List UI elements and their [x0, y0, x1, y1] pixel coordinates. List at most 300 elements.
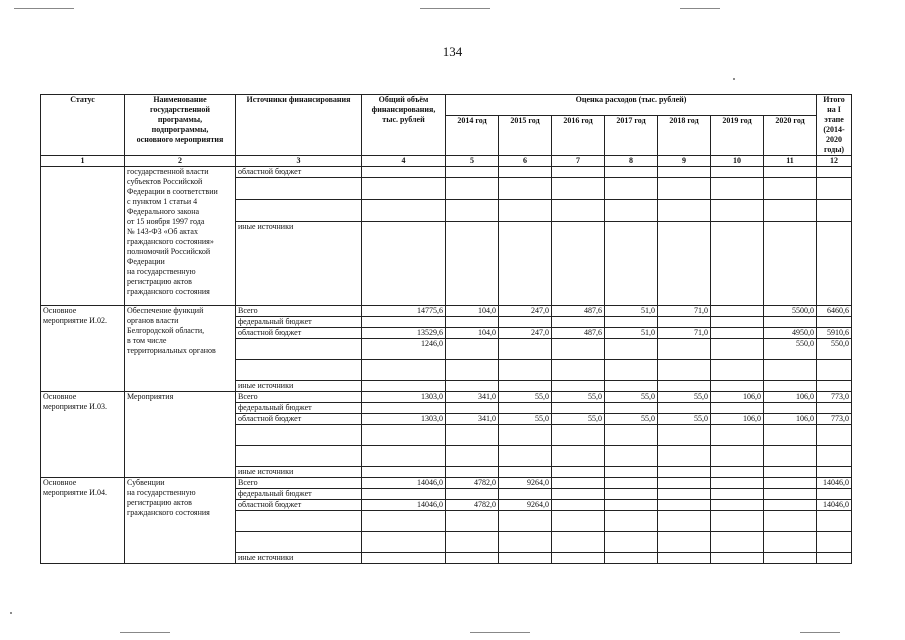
status-line: Основное [43, 306, 77, 315]
column-number: 5 [446, 156, 499, 167]
name-line: на государственную [127, 267, 196, 276]
value-cell [764, 511, 817, 532]
value-cell [605, 381, 658, 392]
value-cell [817, 489, 852, 500]
name-header [125, 95, 236, 156]
value-cell [605, 360, 658, 381]
column-numbers-row [41, 156, 852, 167]
name-line: Федерации [127, 257, 165, 266]
value-cell [362, 532, 446, 553]
column-number: 12 [817, 156, 852, 167]
value-cell: 55,0 [499, 414, 552, 425]
value-cell [711, 306, 764, 317]
value-cell [362, 222, 446, 306]
value-cell [446, 511, 499, 532]
source-cell [236, 360, 362, 381]
column-number: 11 [764, 156, 817, 167]
value-cell [658, 178, 711, 200]
name-header-line: Наименование [153, 95, 207, 104]
value-cell [362, 167, 446, 178]
value-cell [552, 317, 605, 328]
name-line: от 15 ноября 1997 года [127, 217, 205, 226]
year-header: 2017 год [605, 116, 658, 156]
year-header: 2019 год [711, 116, 764, 156]
name-line: регистрацию актов [127, 498, 192, 507]
name-line: субъектов Российской [127, 177, 203, 186]
value-cell [605, 467, 658, 478]
value-cell [658, 425, 711, 446]
value-cell [711, 425, 764, 446]
column-number: 9 [658, 156, 711, 167]
value-cell [446, 553, 499, 564]
value-cell [362, 553, 446, 564]
column-number: 6 [499, 156, 552, 167]
value-cell: 51,0 [605, 328, 658, 339]
source-cell: иные источники [236, 222, 362, 306]
status-cell [41, 392, 125, 478]
source-cell [236, 511, 362, 532]
value-cell [552, 381, 605, 392]
value-cell [711, 200, 764, 222]
value-cell [552, 360, 605, 381]
name-line: с пунктом 1 статьи 4 [127, 197, 198, 206]
scan-mark [14, 8, 74, 9]
value-cell: 106,0 [764, 392, 817, 403]
status-line: мероприятие И.03. [43, 402, 107, 411]
value-cell [711, 532, 764, 553]
value-cell [552, 222, 605, 306]
table-row [41, 392, 852, 403]
value-cell [658, 339, 711, 360]
value-cell [362, 511, 446, 532]
column-number: 4 [362, 156, 446, 167]
source-cell [236, 339, 362, 360]
value-cell [817, 511, 852, 532]
status-line: мероприятие И.04. [43, 488, 107, 497]
financing-table [40, 94, 852, 564]
value-cell [362, 489, 446, 500]
status-cell [41, 478, 125, 564]
value-cell [362, 403, 446, 414]
value-cell [658, 381, 711, 392]
value-cell: 106,0 [711, 414, 764, 425]
value-cell [552, 467, 605, 478]
value-cell [499, 167, 552, 178]
value-cell [552, 200, 605, 222]
source-cell: областной бюджет [236, 500, 362, 511]
value-cell [362, 446, 446, 467]
value-cell: 341,0 [446, 414, 499, 425]
value-cell: 55,0 [499, 392, 552, 403]
value-cell [817, 222, 852, 306]
value-cell [446, 446, 499, 467]
table-row [41, 478, 852, 489]
value-cell [817, 317, 852, 328]
value-cell [605, 339, 658, 360]
value-cell [764, 178, 817, 200]
source-cell [236, 446, 362, 467]
column-number: 1 [41, 156, 125, 167]
value-cell [552, 511, 605, 532]
status-line: Основное [43, 392, 77, 401]
name-header-line: основного мероприятия [136, 135, 224, 144]
name-cell [125, 306, 236, 392]
value-cell: 6460,6 [817, 306, 852, 317]
value-cell [711, 446, 764, 467]
value-cell: 55,0 [605, 414, 658, 425]
status-cell [41, 306, 125, 392]
value-cell: 487,6 [552, 306, 605, 317]
value-cell [552, 478, 605, 489]
value-cell [658, 489, 711, 500]
value-cell [817, 360, 852, 381]
value-cell [658, 200, 711, 222]
value-cell: 51,0 [605, 306, 658, 317]
itogo-header [817, 95, 852, 156]
value-cell [658, 532, 711, 553]
value-cell [658, 467, 711, 478]
value-cell [605, 425, 658, 446]
value-cell [764, 532, 817, 553]
name-line: Мероприятия [127, 392, 174, 401]
value-cell: 773,0 [817, 392, 852, 403]
value-cell [711, 467, 764, 478]
value-cell [446, 425, 499, 446]
value-cell [552, 553, 605, 564]
value-cell [552, 167, 605, 178]
value-cell [446, 222, 499, 306]
value-cell [499, 403, 552, 414]
value-cell [552, 532, 605, 553]
value-cell [817, 381, 852, 392]
value-cell [764, 403, 817, 414]
value-cell [711, 360, 764, 381]
scan-mark [800, 632, 840, 633]
value-cell [764, 425, 817, 446]
value-cell [552, 500, 605, 511]
value-cell [552, 178, 605, 200]
source-cell: иные источники [236, 381, 362, 392]
value-cell [605, 489, 658, 500]
name-line: государственной власти [127, 167, 209, 176]
value-cell [552, 489, 605, 500]
value-cell [605, 178, 658, 200]
value-cell: 550,0 [817, 339, 852, 360]
value-cell [658, 446, 711, 467]
value-cell [711, 500, 764, 511]
value-cell [499, 381, 552, 392]
value-cell [446, 200, 499, 222]
value-cell: 104,0 [446, 328, 499, 339]
source-cell: иные источники [236, 467, 362, 478]
value-cell [362, 381, 446, 392]
value-cell [658, 511, 711, 532]
year-header: 2020 год [764, 116, 817, 156]
value-cell [499, 532, 552, 553]
value-cell [817, 167, 852, 178]
value-cell [362, 178, 446, 200]
name-line: № 143-ФЗ «Об актах [127, 227, 198, 236]
header-row-1 [41, 95, 852, 116]
value-cell [711, 339, 764, 360]
name-line: на государственную [127, 488, 196, 497]
total-header-line: финансирования, [371, 105, 436, 114]
name-line: территориальных органов [127, 346, 216, 355]
name-line: в том числе [127, 336, 167, 345]
source-cell: федеральный бюджет [236, 489, 362, 500]
value-cell [605, 403, 658, 414]
value-cell: 9264,0 [499, 500, 552, 511]
value-cell [499, 317, 552, 328]
column-number: 7 [552, 156, 605, 167]
status-header: Статус [41, 95, 125, 156]
value-cell: 13529,6 [362, 328, 446, 339]
value-cell [817, 553, 852, 564]
value-cell: 1303,0 [362, 414, 446, 425]
scan-dot [733, 78, 735, 80]
name-line: регистрацию актов [127, 277, 192, 286]
value-cell [605, 553, 658, 564]
source-cell: Всего [236, 306, 362, 317]
value-cell: 106,0 [711, 392, 764, 403]
value-cell [499, 360, 552, 381]
value-cell [446, 178, 499, 200]
value-cell [446, 403, 499, 414]
scan-mark [120, 632, 170, 633]
value-cell [764, 489, 817, 500]
value-cell: 55,0 [605, 392, 658, 403]
value-cell [764, 500, 817, 511]
name-line: гражданского состояния [127, 287, 210, 296]
year-header: 2016 год [552, 116, 605, 156]
source-cell [236, 178, 362, 200]
value-cell [711, 403, 764, 414]
value-cell [362, 200, 446, 222]
table-body [41, 167, 852, 564]
name-header-line: государственной [149, 105, 211, 114]
value-cell [711, 553, 764, 564]
value-cell: 71,0 [658, 306, 711, 317]
name-line: органов власти [127, 316, 179, 325]
value-cell: 55,0 [658, 392, 711, 403]
name-header-line: подпрограммы, [151, 125, 209, 134]
value-cell [711, 478, 764, 489]
value-cell [817, 532, 852, 553]
year-header: 2018 год [658, 116, 711, 156]
value-cell: 106,0 [764, 414, 817, 425]
value-cell [499, 200, 552, 222]
value-cell [658, 500, 711, 511]
source-cell [236, 200, 362, 222]
value-cell [711, 222, 764, 306]
value-cell [605, 200, 658, 222]
source-cell: федеральный бюджет [236, 403, 362, 414]
name-line: гражданского состояния [127, 508, 210, 517]
value-cell [711, 167, 764, 178]
value-cell [658, 553, 711, 564]
name-line: Федерации в соответствии [127, 187, 218, 196]
value-cell [446, 532, 499, 553]
total-header [362, 95, 446, 156]
name-cell [125, 167, 236, 306]
value-cell [499, 425, 552, 446]
value-cell [446, 360, 499, 381]
value-cell: 4782,0 [446, 478, 499, 489]
value-cell [817, 403, 852, 414]
table-row [41, 167, 852, 178]
name-header-line: программы, [157, 115, 203, 124]
value-cell [764, 200, 817, 222]
itogo-header-line: на I этапе [824, 105, 844, 124]
value-cell [499, 553, 552, 564]
scan-mark [470, 632, 530, 633]
value-cell [605, 478, 658, 489]
value-cell [446, 467, 499, 478]
value-cell [499, 178, 552, 200]
itogo-header-line: 2020 годы) [823, 135, 845, 154]
name-line: гражданского состояния» [127, 237, 214, 246]
value-cell [362, 425, 446, 446]
value-cell [658, 403, 711, 414]
year-header: 2014 год [446, 116, 499, 156]
name-line: Белгородской области, [127, 326, 205, 335]
source-cell: областной бюджет [236, 167, 362, 178]
scan-mark [680, 8, 720, 9]
value-cell [817, 178, 852, 200]
scan-dot [10, 612, 12, 614]
value-cell [764, 467, 817, 478]
value-cell [362, 317, 446, 328]
value-cell: 247,0 [499, 306, 552, 317]
total-header-line: тыс. рублей [382, 115, 425, 124]
value-cell: 55,0 [658, 414, 711, 425]
value-cell [764, 360, 817, 381]
value-cell: 104,0 [446, 306, 499, 317]
page-number: 134 [442, 44, 463, 59]
name-line: Обеспечение функций [127, 306, 204, 315]
value-cell [711, 489, 764, 500]
year-header: 2015 год [499, 116, 552, 156]
value-cell [362, 467, 446, 478]
value-cell: 14775,6 [362, 306, 446, 317]
value-cell [605, 317, 658, 328]
value-cell [658, 222, 711, 306]
value-cell: 9264,0 [499, 478, 552, 489]
value-cell [764, 381, 817, 392]
value-cell [605, 500, 658, 511]
value-cell [764, 478, 817, 489]
value-cell [817, 467, 852, 478]
value-cell [499, 511, 552, 532]
value-cell: 773,0 [817, 414, 852, 425]
itogo-header-line: Итого [823, 95, 845, 104]
value-cell: 341,0 [446, 392, 499, 403]
value-cell [362, 360, 446, 381]
source-cell: Всего [236, 478, 362, 489]
value-cell: 550,0 [764, 339, 817, 360]
value-cell [764, 553, 817, 564]
value-cell [764, 167, 817, 178]
column-number: 2 [125, 156, 236, 167]
value-cell [764, 446, 817, 467]
value-cell [552, 425, 605, 446]
value-cell [446, 167, 499, 178]
itogo-header-line: (2014- [823, 125, 845, 134]
value-cell [552, 403, 605, 414]
source-cell: иные источники [236, 553, 362, 564]
value-cell [658, 167, 711, 178]
scan-mark [420, 8, 490, 9]
total-header-line: Общий объём [378, 95, 429, 104]
value-cell: 14046,0 [362, 478, 446, 489]
value-cell [605, 446, 658, 467]
value-cell [817, 200, 852, 222]
value-cell [605, 167, 658, 178]
column-number: 10 [711, 156, 764, 167]
status-line: Основное [43, 478, 77, 487]
name-line: Федерального закона [127, 207, 200, 216]
status-cell [41, 167, 125, 306]
value-cell: 1303,0 [362, 392, 446, 403]
value-cell [499, 467, 552, 478]
value-cell [605, 532, 658, 553]
value-cell [446, 381, 499, 392]
value-cell [499, 339, 552, 360]
status-line: мероприятие И.02. [43, 316, 107, 325]
name-cell [125, 392, 236, 478]
value-cell: 55,0 [552, 414, 605, 425]
value-cell: 55,0 [552, 392, 605, 403]
value-cell [711, 178, 764, 200]
source-cell [236, 532, 362, 553]
name-cell [125, 478, 236, 564]
value-cell [499, 222, 552, 306]
value-cell: 14046,0 [362, 500, 446, 511]
value-cell [446, 317, 499, 328]
source-cell: федеральный бюджет [236, 317, 362, 328]
value-cell: 247,0 [499, 328, 552, 339]
value-cell [764, 317, 817, 328]
name-line: полномочий Российской [127, 247, 211, 256]
value-cell [552, 339, 605, 360]
value-cell [817, 425, 852, 446]
source-cell: областной бюджет [236, 414, 362, 425]
source-cell [236, 425, 362, 446]
value-cell [499, 446, 552, 467]
value-cell [552, 446, 605, 467]
value-cell [658, 360, 711, 381]
value-cell [658, 317, 711, 328]
value-cell: 5910,6 [817, 328, 852, 339]
table-row [41, 306, 852, 317]
source-cell: областной бюджет [236, 328, 362, 339]
column-number: 3 [236, 156, 362, 167]
value-cell [711, 317, 764, 328]
value-cell [446, 489, 499, 500]
value-cell [605, 222, 658, 306]
value-cell [446, 339, 499, 360]
name-line: Субвенции [127, 478, 165, 487]
value-cell: 487,6 [552, 328, 605, 339]
source-cell: Всего [236, 392, 362, 403]
value-cell [711, 511, 764, 532]
value-cell: 4782,0 [446, 500, 499, 511]
value-cell [499, 489, 552, 500]
value-cell: 14046,0 [817, 478, 852, 489]
value-cell [711, 381, 764, 392]
value-cell [711, 328, 764, 339]
value-cell [817, 446, 852, 467]
